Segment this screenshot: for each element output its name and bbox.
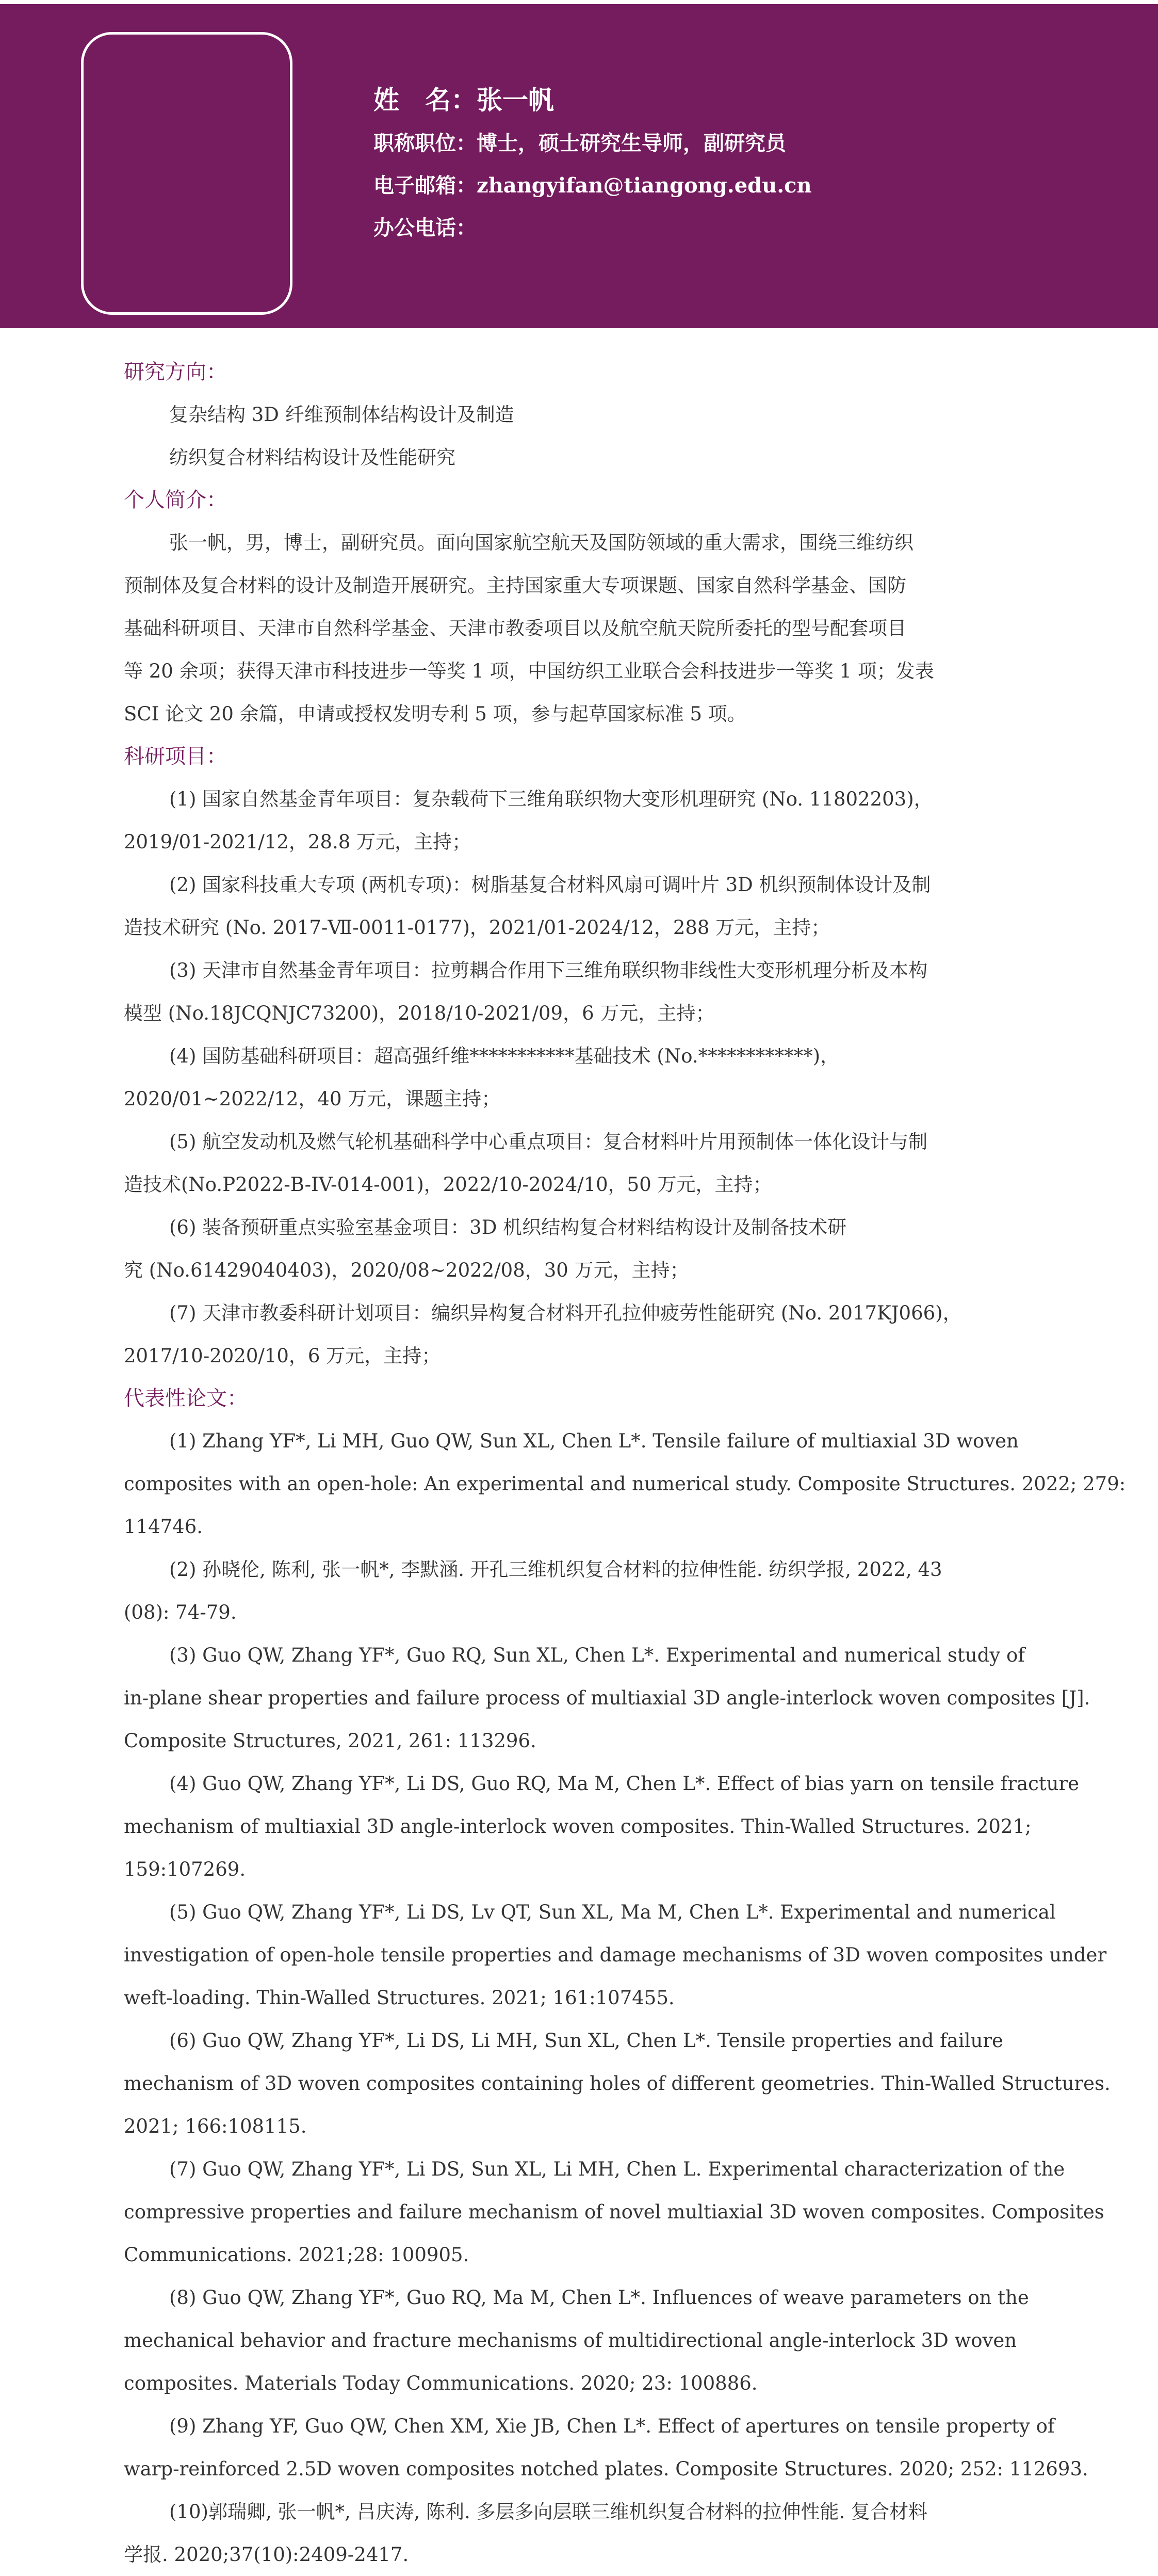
profile-line: 等 20 余项；获得天津市科技进步一等奖 1 项，中国纺织工业联合会科技进步一等奖 1 项；发表: [124, 660, 934, 682]
paper-line: investigation of open-hole tensile properties and damage mechanisms of 3D woven composites under: [124, 1944, 1107, 1966]
title-line: 职称职位：博士，硕士研究生导师，副研究员: [373, 131, 786, 155]
paper-line: (10)郭瑞卿, 张一帆*, 吕庆涛, 陈利. 多层多向层联三维机织复合材料的拉伸性能. 复合材料: [169, 2501, 928, 2523]
email-line: 电子邮箱：zhangyifan@tiangong.edu.cn: [373, 173, 812, 198]
paper-line: (8) Guo QW, Zhang YF*, Guo RQ, Ma M, Chen L*. Influences of weave parameters on the: [169, 2287, 1029, 2309]
profile-content: [124, 351, 1126, 2576]
project-item: [124, 1206, 1042, 1292]
project-item: [124, 863, 1042, 949]
paper-line: (9) Zhang YF, Guo QW, Chen XM, Xie JB, Chen L*. Effect of apertures on tensile property of: [169, 2415, 1055, 2437]
project-line: 造技术(No.P2022-B-IV-014-001)，2022/10-2024/10，50 万元，主持；: [124, 1173, 772, 1196]
papers-heading: 代表性论文：: [124, 1387, 248, 1410]
profile-line: 张一帆，男，博士，副研究员。面向国家航空航天及国防领域的重大需求，围绕三维纺织: [169, 532, 914, 554]
paper-line: composites with an open-hole: An experimental and numerical study. Composite Structures. 2022; 279:: [124, 1473, 1126, 1495]
profile-header: [0, 4, 1158, 328]
project-line: (1) 国家自然基金青年项目：复杂载荷下三维角联织物大变形机理研究 (No. 11802203)，: [169, 788, 933, 810]
research-direction-heading: 研究方向：: [124, 360, 227, 384]
paper-item: [124, 1891, 1107, 2019]
project-line: 2019/01-2021/12，28.8 万元，主持；: [124, 831, 471, 853]
paper-item: [124, 2405, 1088, 2490]
paper-line: mechanism of multiaxial 3D angle-interlock woven composites. Thin-Walled Structures. 2021;: [124, 1815, 1032, 1838]
paper-item: [124, 1762, 1080, 1891]
paper-item: [124, 2019, 1111, 2148]
profile-heading: 个人简介：: [124, 488, 227, 512]
paper-line: in-plane shear properties and failure process of multiaxial 3D angle-interlock woven composites [J].: [124, 1687, 1090, 1709]
paper-line: composites. Materials Today Communications. 2020; 23: 100886.: [124, 2372, 758, 2394]
research-direction-item: 复杂结构 3D 纤维预制体结构设计及制造: [169, 404, 514, 426]
paper-line: (1) Zhang YF*, Li MH, Guo QW, Sun XL, Chen L*. Tensile failure of multiaxial 3D woven: [169, 1430, 1019, 1452]
profile-line: 预制体及复合材料的设计及制造开展研究。主持国家重大专项课题、国家自然科学基金、国防: [124, 574, 906, 597]
profile-line: 基础科研项目、天津市自然科学基金、天津市教委项目以及航空航天院所委托的型号配套项目: [124, 617, 906, 639]
paper-line: (3) Guo QW, Zhang YF*, Guo RQ, Sun XL, Chen L*. Experimental and numerical study of: [169, 1644, 1025, 1666]
project-item: [124, 1035, 1042, 1120]
project-item: [124, 778, 1042, 863]
phone-line: 办公电话：: [373, 216, 477, 240]
project-item: [124, 1292, 1042, 1377]
paper-line: mechanical behavior and fracture mechanisms of multidirectional angle-interlock 3D woven: [124, 2329, 1017, 2352]
paper-line: (2) 孙晓伦, 陈利, 张一帆*, 李默涵. 开孔三维机织复合材料的拉伸性能. 纺织学报, 2022, 43: [169, 1558, 942, 1581]
project-item: [124, 949, 1042, 1035]
name-line: 姓 名：张一帆: [373, 85, 554, 115]
project-line: 模型 (No.18JCQNJC73200)，2018/10-2021/09，6 万元，主持；: [124, 1002, 715, 1024]
paper-line: (4) Guo QW, Zhang YF*, Li DS, Guo RQ, Ma M, Chen L*. Effect of bias yarn on tensile fracture: [169, 1773, 1080, 1795]
paper-line: 学报. 2020;37(10):2409-2417.: [124, 2543, 409, 2566]
project-line: 2017/10-2020/10，6 万元，主持；: [124, 1345, 441, 1367]
paper-line: Composite Structures, 2021, 261: 113296.: [124, 1730, 536, 1752]
paper-line: (08): 74-79.: [124, 1601, 237, 1623]
paper-line: (5) Guo QW, Zhang YF*, Li DS, Lv QT, Sun XL, Ma M, Chen L*. Experimental and numerical: [169, 1901, 1056, 1923]
paper-line: weft-loading. Thin-Walled Structures. 2021; 161:107455.: [124, 1987, 675, 2009]
paper-item: [124, 1420, 1126, 1548]
project-line: 造技术研究 (No. 2017-Ⅶ-0011-0177)，2021/01-2024/12，288 万元，主持；: [124, 916, 830, 939]
paper-line: (7) Guo QW, Zhang YF*, Li DS, Sun XL, Li MH, Chen L. Experimental characterization of the: [169, 2158, 1065, 2180]
project-line: (4) 国防基础科研项目：超高强纤维***********基础技术 (No.************)，: [169, 1045, 840, 1067]
profile-line: SCI 论文 20 余篇，申请或授权发明专利 5 项，参与起草国家标准 5 项。: [124, 703, 746, 725]
project-line: (5) 航空发动机及燃气轮机基础科学中心重点项目：复合材料叶片用预制体一体化设计与制: [169, 1131, 928, 1153]
project-line: (2) 国家科技重大专项 (两机专项)：树脂基复合材料风扇可调叶片 3D 机织预制体设计及制: [169, 874, 931, 896]
projects-heading: 科研项目：: [124, 745, 227, 768]
paper-item: [124, 2148, 1104, 2276]
paper-line: mechanism of 3D woven composites containing holes of different geometries. Thin-Walled Structures.: [124, 2072, 1111, 2095]
paper-item: [124, 2276, 1042, 2405]
research-direction-item: 纺织复合材料结构设计及性能研究: [169, 446, 455, 469]
project-line: (6) 装备预研重点实验室基金项目：3D 机织结构复合材料结构设计及制备技术研: [169, 1216, 847, 1238]
project-item: [124, 1120, 1042, 1206]
project-line: 2020/01~2022/12，40 万元，课题主持；: [124, 1088, 501, 1110]
paper-line: 159:107269.: [124, 1858, 246, 1880]
paper-item: [124, 1548, 1042, 1634]
paper-line: compressive properties and failure mechanism of novel multiaxial 3D woven composites. Composites: [124, 2201, 1104, 2223]
project-line: (7) 天津市教委科研计划项目：编织异构复合材料开孔拉伸疲劳性能研究 (No. 2017KJ066)，: [169, 1302, 962, 1324]
paper-item: [124, 2490, 1042, 2576]
paper-line: (6) Guo QW, Zhang YF*, Li DS, Li MH, Sun XL, Chen L*. Tensile properties and failure: [169, 2030, 1003, 2052]
paper-line: 2021; 166:108115.: [124, 2115, 307, 2137]
project-line: 究 (No.61429040403)，2020/08~2022/08，30 万元，主持；: [124, 1259, 689, 1281]
paper-line: 114746.: [124, 1516, 203, 1538]
paper-line: Communications. 2021;28: 100905.: [124, 2244, 469, 2266]
photo-placeholder: [81, 32, 292, 315]
paper-line: warp-reinforced 2.5D woven composites notched plates. Composite Structures. 2020; 252: 112693.: [124, 2458, 1088, 2480]
project-line: (3) 天津市自然基金青年项目：拉剪耦合作用下三维角联织物非线性大变形机理分析及本构: [169, 959, 928, 981]
paper-item: [124, 1634, 1090, 1762]
